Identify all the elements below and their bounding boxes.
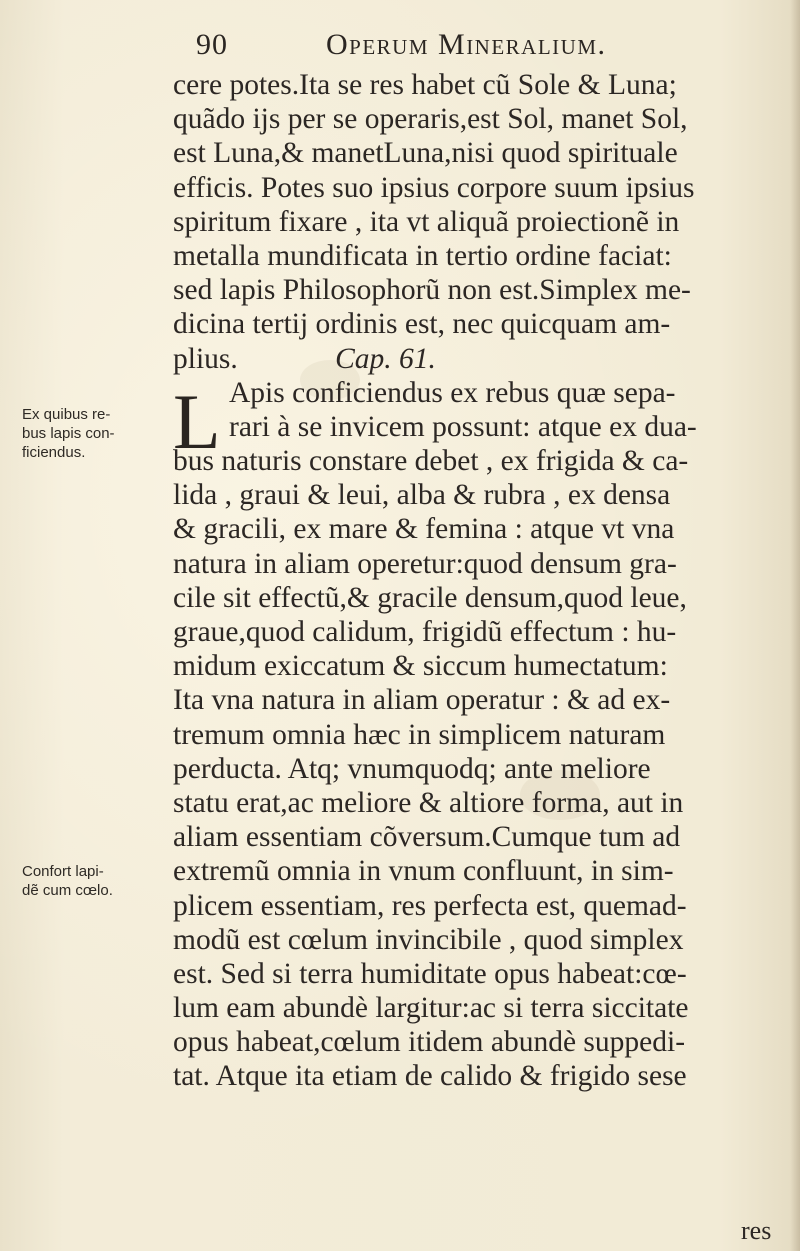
body-text	[173, 68, 798, 1094]
paragraph-line: Ita vna natura in aliam operatur : & ad ex-	[173, 684, 671, 717]
text-line: spiritum fixare , ita vt aliquã proiectionẽ in	[173, 205, 680, 238]
paragraph-line: natura in aliam operetur:quod densum gra-	[173, 547, 677, 580]
text-line: sed lapis Philosophorũ non est.Simplex me-	[173, 274, 691, 307]
paragraph-line: statu erat,ac meliore & altiore forma, aut in	[173, 786, 684, 819]
paragraph-line: perducta. Atq; vnumquodq; ante meliore	[173, 752, 651, 785]
running-head	[196, 22, 716, 66]
page-number: 90	[196, 28, 228, 61]
paragraph-line: aliam essentiam cõversum.Cumque tum ad	[173, 821, 681, 854]
paragraph-line: opus habeat,cœlum itidem abundè suppedi-	[173, 1026, 686, 1059]
margin-note-line: Confort lapi-	[22, 863, 104, 880]
text-line: metalla mundificata in tertio ordine faciat:	[173, 239, 672, 272]
text-line: dicina tertij ordinis est, nec quicquam am-	[173, 308, 671, 341]
margin-note-line: ficiendus.	[22, 444, 86, 461]
margin-note-line: Ex quibus re-	[22, 406, 111, 423]
drop-cap: L	[173, 378, 221, 465]
text-line: est Luna,& manetLuna,nisi quod spirituale	[173, 137, 678, 170]
margin-note-line: dẽ cum cœlo.	[22, 882, 113, 899]
paragraph-line: cile sit effectũ,& gracile densum,quod leue,	[173, 581, 687, 614]
paragraph-line: plicem essentiam, res perfecta est, quemad-	[173, 889, 687, 922]
paragraph-line: tat. Atque ita etiam de calido & frigido sese	[173, 1060, 687, 1093]
paragraph-line: Apis conficiendus ex rebus quæ sepa-	[229, 376, 676, 409]
text-line: cere potes.Ita se res habet cũ Sole & Luna;	[173, 69, 677, 101]
margin-note-line: bus lapis con-	[22, 425, 115, 442]
paragraph-line: extremũ omnia in vnum confluunt, in sim-	[173, 855, 674, 888]
margin-note-heaven	[22, 862, 162, 900]
chapter-heading: Cap. 61.	[335, 342, 436, 375]
paragraph-line: graue,quod calidum, frigidũ effectum : hu-	[173, 616, 677, 648]
paragraph-line: tremum omnia hæc in simplicem naturam	[173, 718, 666, 751]
running-title: Operum Mineralium.	[326, 28, 607, 61]
paragraph-line: modũ est cœlum invincibile , quod simplex	[173, 923, 684, 956]
paragraph-line: lida , graui & leui, alba & rubra , ex densa	[173, 479, 671, 512]
paragraph-line: rari à se invicem possunt: atque ex dua-	[229, 410, 697, 443]
chapter-line	[173, 342, 798, 376]
text-fragment: plius.	[173, 342, 238, 375]
margin-note-ingredients	[22, 405, 162, 462]
catchword: res	[741, 1216, 772, 1245]
paragraph-line: bus naturis constare debet , ex frigida & ca-	[173, 445, 689, 478]
paragraph-line: & gracili, ex mare & femina : atque vt vna	[173, 513, 675, 546]
text-line: efficis. Potes suo ipsius corpore suum ipsius	[173, 171, 695, 204]
paragraph-line: est. Sed si terra humiditate opus habeat:cœ-	[173, 957, 687, 990]
text-line: quãdo ijs per se operaris,est Sol, manet Sol,	[173, 103, 688, 136]
paragraph-line: midum exiccatum & siccum humectatum:	[173, 650, 668, 683]
paragraph-line: lum eam abundè largitur:ac si terra siccitate	[173, 992, 689, 1025]
